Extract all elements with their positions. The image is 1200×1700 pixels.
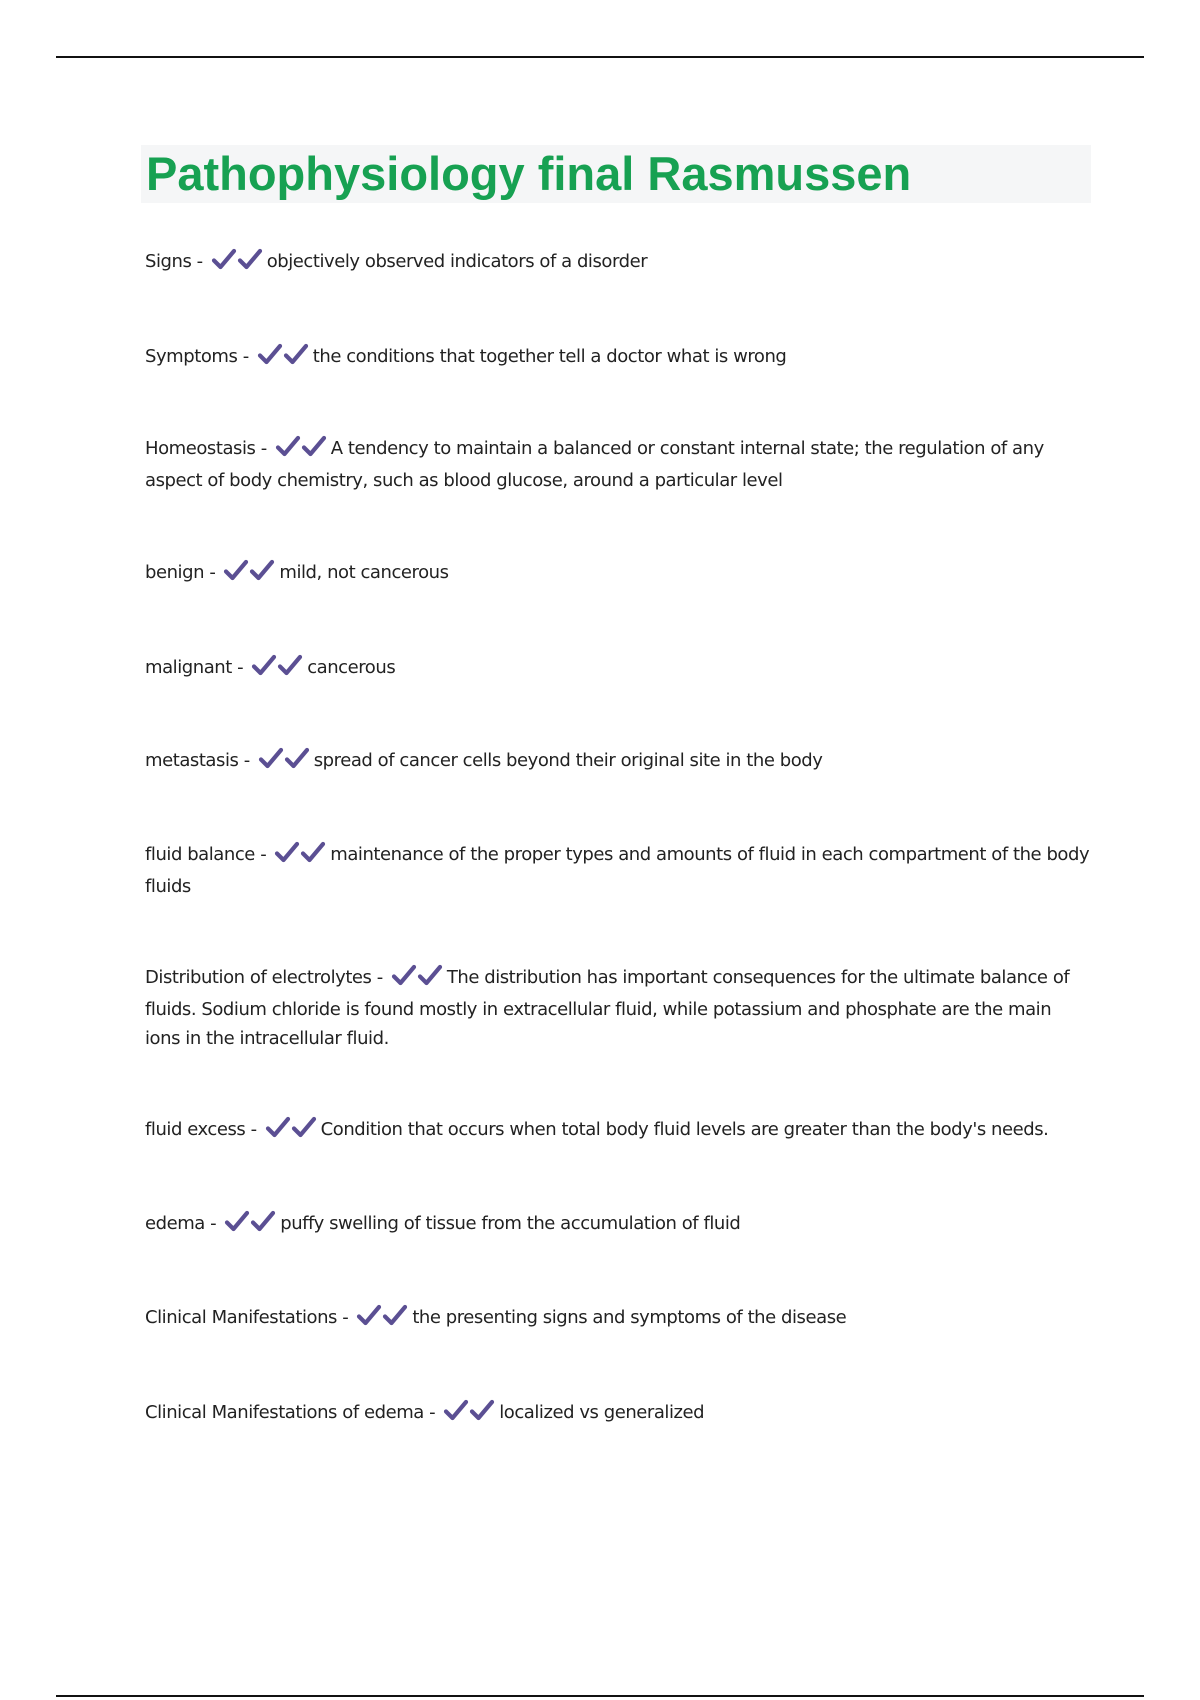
double-check [275, 435, 327, 466]
double-check [258, 747, 310, 778]
entry-term: edema [145, 1213, 205, 1234]
checkmark-icon [283, 343, 309, 365]
checkmark-icon [469, 1399, 495, 1421]
entry-definition: cancerous [307, 657, 396, 678]
flashcard-entry [145, 1209, 1090, 1241]
entry-definition: spread of cancer cells beyond their original site in the body [313, 750, 823, 771]
checkmark-icon [237, 248, 263, 270]
entry-definition: mild, not cancerous [279, 562, 449, 583]
checkmark-icon [211, 248, 237, 270]
entry-separator: - [245, 1119, 257, 1140]
checkmark-icon [277, 654, 303, 676]
double-check [391, 964, 443, 995]
checkmark-icon [301, 435, 327, 457]
flashcard-entry [145, 1115, 1090, 1147]
entry-term: Clinical Manifestations of edema [145, 1402, 424, 1423]
document-title: Pathophysiology final Rasmussen [146, 147, 912, 200]
checkmark-icon [300, 841, 326, 863]
entry-term: Signs [145, 251, 192, 272]
entry-term: benign [145, 562, 205, 583]
entry-term: Clinical Manifestations [145, 1307, 337, 1328]
flashcard-entry [145, 558, 1090, 590]
entry-term: Distribution of electrolytes [145, 967, 372, 988]
entry-separator: - [237, 346, 249, 367]
flashcard-entry [145, 840, 1090, 901]
checkmark-icon [257, 343, 283, 365]
entry-definition: the conditions that together tell a doctor what is wrong [312, 346, 787, 367]
entry-separator: - [204, 1213, 217, 1234]
flashcard-entry [145, 434, 1090, 495]
entry-separator: - [336, 1307, 349, 1328]
entry-separator: - [204, 562, 216, 583]
entry-definition: maintenance of the proper types and amounts of fluid in each compartment of the body fluids [145, 844, 1090, 897]
entry-definition: The distribution has important consequences for the ultimate balance of fluids. Sodium chloride is found mostly in extracellular fluid, while potassium and phosphate are the main ions in the intracellular fluid. [145, 967, 1070, 1049]
bottom-rule [56, 1695, 1144, 1697]
entry-term: Homeostasis [145, 438, 256, 459]
entry-definition: the presenting signs and symptoms of the disease [412, 1307, 847, 1328]
double-check [274, 841, 326, 872]
double-check [443, 1399, 495, 1430]
checkmark-icon [391, 964, 417, 986]
double-check [211, 248, 263, 279]
checkmark-icon [284, 747, 310, 769]
entry-term: fluid excess [145, 1119, 246, 1140]
double-check [265, 1116, 317, 1147]
entry-separator: - [371, 967, 383, 988]
checkmark-icon [291, 1116, 317, 1138]
checkmark-icon [382, 1304, 408, 1326]
checkmark-icon [417, 964, 443, 986]
entry-term: metastasis [145, 750, 239, 771]
checkmark-icon [249, 559, 275, 581]
checkmark-icon [356, 1304, 382, 1326]
checkmark-icon [251, 654, 277, 676]
entry-term: malignant [145, 657, 232, 678]
entry-separator: - [238, 750, 250, 771]
flashcard-entry [145, 653, 1090, 685]
checkmark-icon [274, 841, 300, 863]
entry-definition: Condition that occurs when total body fluid levels are greater than the body's needs. [320, 1119, 1049, 1140]
entry-separator: - [191, 251, 203, 272]
checkmark-icon [224, 1210, 250, 1232]
checkmark-icon [258, 747, 284, 769]
entry-separator: - [254, 844, 267, 865]
checkmark-icon [443, 1399, 469, 1421]
entry-separator: - [231, 657, 244, 678]
checkmark-icon [275, 435, 301, 457]
flashcard-entry [145, 342, 1090, 374]
flashcard-entry [145, 746, 1090, 778]
flashcard-entry [145, 963, 1090, 1053]
checkmark-icon [250, 1210, 276, 1232]
double-check [257, 343, 309, 374]
flashcard-entry [145, 247, 1090, 279]
entry-separator: - [423, 1402, 436, 1423]
flashcard-entry [145, 1303, 1090, 1335]
entry-term: Symptoms [145, 346, 238, 367]
flashcard-entry [145, 1398, 1090, 1430]
double-check [224, 1210, 276, 1241]
top-rule [56, 56, 1144, 58]
entry-definition: A tendency to maintain a balanced or constant internal state; the regulation of any aspect of body chemistry, such as blood glucose, around a particular level [145, 438, 1044, 491]
double-check [356, 1304, 408, 1335]
double-check [223, 559, 275, 590]
checkmark-icon [265, 1116, 291, 1138]
entry-separator: - [255, 438, 267, 459]
entry-definition: localized vs generalized [499, 1402, 705, 1423]
entry-term: fluid balance [145, 844, 255, 865]
double-check [251, 654, 303, 685]
checkmark-icon [223, 559, 249, 581]
entry-definition: puffy swelling of tissue from the accumulation of fluid [280, 1213, 741, 1234]
entry-definition: objectively observed indicators of a disorder [266, 251, 648, 272]
